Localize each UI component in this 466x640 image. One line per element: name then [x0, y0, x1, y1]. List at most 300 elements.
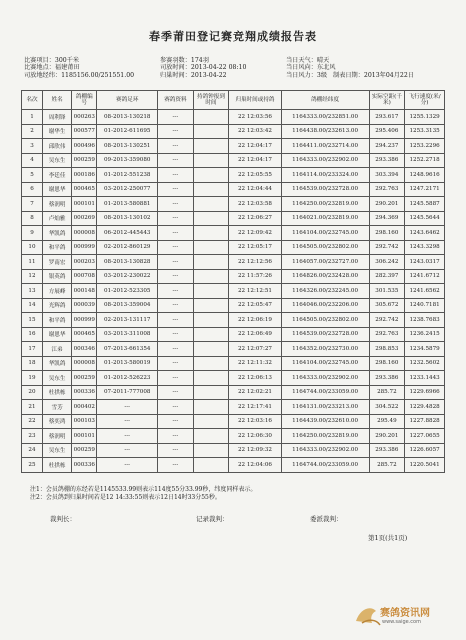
table-cell: 8 [22, 211, 43, 226]
table-cell: --- [158, 124, 194, 139]
table-cell: --- [158, 327, 194, 342]
table-row [22, 414, 445, 429]
table-cell: 22 12:04:06 [229, 458, 281, 473]
column-header: 姓名 [42, 91, 71, 110]
table-cell: 000148 [72, 284, 97, 299]
table-cell: 1164131.00/233213.00 [281, 400, 369, 415]
table-cell: 1238.7683 [405, 313, 445, 328]
table-row [22, 298, 445, 313]
committee-signature: 委派裁判： [310, 515, 343, 523]
table-cell-empty [193, 197, 229, 212]
table-cell: 13 [22, 284, 43, 299]
table-cell: 000402 [72, 400, 97, 415]
table-cell-empty [193, 327, 229, 342]
table-cell: 22 12:05:47 [229, 298, 281, 313]
table-cell: 1164539.00/232728.00 [281, 182, 369, 197]
table-cell: 1233.1443 [405, 371, 445, 386]
table-cell: 08-2013-130218 [97, 110, 158, 125]
table-cell: --- [97, 400, 158, 415]
table-cell: 000101 [72, 429, 97, 444]
table-row [22, 211, 445, 226]
table-cell: --- [97, 429, 158, 444]
table-row [22, 356, 445, 371]
table-row [22, 342, 445, 357]
table-cell: 卢灿雅 [42, 211, 71, 226]
table-cell: 293.617 [369, 110, 405, 125]
table-cell: 01-2012-526223 [97, 371, 158, 386]
table-cell: 1255.1329 [405, 110, 445, 125]
table-cell: 285.72 [369, 385, 405, 400]
table-cell-empty [193, 269, 229, 284]
table-cell: 03-2012-230022 [97, 269, 158, 284]
table-cell: 293.386 [369, 153, 405, 168]
table-cell: 07-2011-777008 [97, 385, 158, 400]
table-cell: 1253.3135 [405, 124, 445, 139]
table-cell: 1164250.00/232819.00 [281, 197, 369, 212]
table-cell-empty [193, 298, 229, 313]
table-cell: 22 12:05:17 [229, 240, 281, 255]
table-cell-empty [193, 443, 229, 458]
table-cell: 3 [22, 139, 43, 154]
table-cell: 06-2012-445443 [97, 226, 158, 241]
table-row [22, 182, 445, 197]
header-row [22, 91, 445, 110]
table-cell: 吴东生 [42, 153, 71, 168]
table-row [22, 139, 445, 154]
table-cell: 290.201 [369, 429, 405, 444]
watermark-name: 赛鸽资讯网 [380, 608, 430, 619]
table-cell: 306.242 [369, 255, 405, 270]
table-cell-empty [193, 226, 229, 241]
table-cell: --- [158, 342, 194, 357]
race-location: 比赛地点：福建莆田 [24, 64, 80, 72]
table-cell: 08-2013-130251 [97, 139, 158, 154]
table-cell: --- [158, 429, 194, 444]
table-cell: 1241.6562 [405, 284, 445, 299]
table-cell-empty [193, 400, 229, 415]
table-cell: 293.386 [369, 443, 405, 458]
table-cell: 1164250.00/232819.00 [281, 429, 369, 444]
table-row [22, 400, 445, 415]
table-cell: --- [97, 443, 158, 458]
table-cell-empty [193, 356, 229, 371]
table-cell-empty [193, 429, 229, 444]
table-cell: 292.742 [369, 240, 405, 255]
table-cell: 292.763 [369, 182, 405, 197]
table-cell: --- [158, 197, 194, 212]
table-cell: --- [158, 182, 194, 197]
table-cell: 000259 [72, 371, 97, 386]
table-cell: 罗南宏 [42, 255, 71, 270]
table-cell: 1164104.00/232745.00 [281, 226, 369, 241]
table-cell: --- [158, 400, 194, 415]
table-row [22, 269, 445, 284]
table-cell-empty [193, 385, 229, 400]
referee-signature: 裁判长： [50, 515, 76, 523]
table-row [22, 110, 445, 125]
table-cell: 01-2013-580019 [97, 356, 158, 371]
table-cell: 282.397 [369, 269, 405, 284]
table-cell-empty [193, 153, 229, 168]
table-cell: 000999 [72, 313, 97, 328]
table-cell: 000708 [72, 269, 97, 284]
table-cell: 292.763 [369, 327, 405, 342]
table-cell: 4 [22, 153, 43, 168]
table-cell-empty [193, 110, 229, 125]
table-cell: 6 [22, 182, 43, 197]
table-cell: --- [158, 356, 194, 371]
table-cell: 09-2013-359080 [97, 153, 158, 168]
table-cell-empty [193, 240, 229, 255]
table-cell: 谢华生 [42, 124, 71, 139]
table-cell: 江弟 [42, 342, 71, 357]
table-row [22, 124, 445, 139]
wind-direction: 当日风向：东北风 [286, 64, 336, 72]
table-cell: 303.394 [369, 168, 405, 183]
table-row [22, 458, 445, 473]
table-cell: 雪芳 [42, 400, 71, 415]
table-cell: 22 12:06:49 [229, 327, 281, 342]
table-cell: 光辉鸽 [42, 298, 71, 313]
table-cell: --- [158, 211, 194, 226]
table-cell: 1164744.00/233059.00 [281, 385, 369, 400]
table-cell: 03-2013-311008 [97, 327, 158, 342]
table-cell: 22 12:09:42 [229, 226, 281, 241]
table-row [22, 284, 445, 299]
table-cell: 23 [22, 429, 43, 444]
column-header: 鸽棚经纬度 [281, 91, 369, 110]
table-cell: --- [158, 371, 194, 386]
table-cell: 01-2013-580881 [97, 197, 158, 212]
table-cell: 1164352.00/232730.00 [281, 342, 369, 357]
race-project: 比赛项目：300千米 [24, 57, 80, 64]
table-cell: 22 12:17:41 [229, 400, 281, 415]
table-cell: 1253.2296 [405, 139, 445, 154]
table-row [22, 226, 445, 241]
table-cell: 21 [22, 400, 43, 415]
table-cell: 5 [22, 168, 43, 183]
table-row [22, 153, 445, 168]
table-cell: 22 12:02:21 [229, 385, 281, 400]
table-cell: 000259 [72, 153, 97, 168]
table-cell: 1164057.00/232727.00 [281, 255, 369, 270]
table-cell: 1252.2718 [405, 153, 445, 168]
table-cell: 298.160 [369, 226, 405, 241]
table-cell: 22 12:03:56 [229, 110, 281, 125]
table-cell: --- [158, 414, 194, 429]
table-cell: 000008 [72, 356, 97, 371]
watermark-url: www.saige.com [382, 619, 421, 625]
table-cell: 22 12:06:13 [229, 371, 281, 386]
table-cell: 22 12:12:56 [229, 255, 281, 270]
table-row [22, 240, 445, 255]
table-cell: 1245.5887 [405, 197, 445, 212]
table-cell: 22 12:04:17 [229, 139, 281, 154]
table-cell: 000101 [72, 197, 97, 212]
table-cell: 吴东生 [42, 371, 71, 386]
table-cell: 10 [22, 240, 43, 255]
table-cell: 19 [22, 371, 43, 386]
return-time: 归巢时间：2013-04-22 [160, 71, 227, 79]
column-header: 赛鸽足环 [97, 91, 158, 110]
table-cell: 12 [22, 269, 43, 284]
table-cell: 1164539.00/232728.00 [281, 327, 369, 342]
table-row [22, 197, 445, 212]
table-cell: 1164333.00/232902.00 [281, 153, 369, 168]
table-cell: 2 [22, 124, 43, 139]
table-cell: 01-2012-523305 [97, 284, 158, 299]
column-header: 持鸽钟报到时间 [193, 91, 229, 110]
table-row [22, 255, 445, 270]
table-cell: --- [158, 226, 194, 241]
table-cell: 1164505.00/232802.00 [281, 313, 369, 328]
column-header: 鸽棚编号 [72, 91, 97, 110]
info-middle [160, 57, 246, 79]
column-header: 名次 [22, 91, 43, 110]
table-cell: 22 12:12:51 [229, 284, 281, 299]
table-cell: 谢恩华 [42, 327, 71, 342]
table-cell: 25 [22, 458, 43, 473]
table-cell-empty [193, 168, 229, 183]
report-title: 春季莆田登记赛竞翔成绩报告表 [149, 30, 317, 43]
table-cell: 吴东生 [42, 443, 71, 458]
table-cell: 华凯鸽 [42, 226, 71, 241]
table-cell: 01-2012-611695 [97, 124, 158, 139]
table-cell: 22 12:07:27 [229, 342, 281, 357]
release-time: 司放时间：2013-04-22 08:10 [160, 64, 247, 72]
table-cell: 07-2013-661354 [97, 342, 158, 357]
table-cell: 22 12:05:55 [229, 168, 281, 183]
table-cell: --- [158, 139, 194, 154]
table-cell: 7 [22, 197, 43, 212]
table-cell: 285.72 [369, 458, 405, 473]
table-cell: 1164333.00/232902.00 [281, 371, 369, 386]
table-cell: 1227.8828 [405, 414, 445, 429]
recorder-signature: 记录裁判： [196, 515, 229, 523]
table-cell: 294.237 [369, 139, 405, 154]
table-cell: --- [158, 110, 194, 125]
table-cell: 1164021.00/232819.00 [281, 211, 369, 226]
table-cell: 000186 [72, 168, 97, 183]
table-cell-empty [193, 414, 229, 429]
table-cell: 000039 [72, 298, 97, 313]
table-cell: 1164104.00/232745.00 [281, 356, 369, 371]
table-cell-empty [193, 124, 229, 139]
table-cell: 华凯鸽 [42, 356, 71, 371]
table-cell: 1164744.00/233059.00 [281, 458, 369, 473]
table-cell: 1229.6966 [405, 385, 445, 400]
table-cell: 李廷佳 [42, 168, 71, 183]
table-cell: 304.522 [369, 400, 405, 415]
table-cell: 杜拱栋 [42, 385, 71, 400]
table-cell-empty [193, 211, 229, 226]
table-cell: 22 12:04:44 [229, 182, 281, 197]
table-cell: 22 12:03:58 [229, 197, 281, 212]
table-header [22, 91, 445, 110]
table-cell: 1243.0317 [405, 255, 445, 270]
note-2: 注2：会员鸽到归巢时间若是12 14:33:55则表示12日14时33分55秒。 [30, 494, 221, 501]
table-cell: --- [158, 255, 194, 270]
table-row [22, 443, 445, 458]
table-cell: 方展峰 [42, 284, 71, 299]
table-cell: 000496 [72, 139, 97, 154]
table-cell: 000577 [72, 124, 97, 139]
table-cell: 000999 [72, 240, 97, 255]
table-cell: 02-2013-131117 [97, 313, 158, 328]
table-row [22, 327, 445, 342]
table-cell: --- [158, 385, 194, 400]
table-cell: 08-2013-359004 [97, 298, 158, 313]
table-cell-empty [193, 139, 229, 154]
table-cell-empty [193, 182, 229, 197]
table-cell: 03-2012-250077 [97, 182, 158, 197]
table-cell: 1164826.00/232428.00 [281, 269, 369, 284]
table-cell: 290.201 [369, 197, 405, 212]
table-cell: 301.535 [369, 284, 405, 299]
table-cell: 1245.5644 [405, 211, 445, 226]
table-cell: 292.742 [369, 313, 405, 328]
page-number: 第1页(共1页) [368, 534, 408, 542]
table-cell: 000103 [72, 414, 97, 429]
table-row [22, 371, 445, 386]
table-cell: 01-2012-551238 [97, 168, 158, 183]
table-cell: 000269 [72, 211, 97, 226]
column-header: 归巢时间或持鸽 [229, 91, 281, 110]
table-cell: 305.672 [369, 298, 405, 313]
table-cell: 周利锋 [42, 110, 71, 125]
table-cell: 22 12:06:19 [229, 313, 281, 328]
table-cell: 000465 [72, 182, 97, 197]
table-cell: 蔡润明 [42, 197, 71, 212]
table-cell: 15 [22, 313, 43, 328]
table-cell: 1164438.00/232613.00 [281, 124, 369, 139]
table-cell: 1229.4828 [405, 400, 445, 415]
table-cell: --- [158, 298, 194, 313]
table-cell: 298.160 [369, 356, 405, 371]
table-cell: 000465 [72, 327, 97, 342]
table-cell: 08-2013-130828 [97, 255, 158, 270]
table-cell: 22 11:57:26 [229, 269, 281, 284]
table-cell: 000203 [72, 255, 97, 270]
table-cell: 1247.2171 [405, 182, 445, 197]
table-cell: 银英鸽 [42, 269, 71, 284]
table-cell: 1232.5602 [405, 356, 445, 371]
table-cell: 16 [22, 327, 43, 342]
column-header: 实际空距(千米) [369, 91, 405, 110]
table-cell: 1243.3298 [405, 240, 445, 255]
table-cell: --- [158, 269, 194, 284]
table-cell: 298.853 [369, 342, 405, 357]
table-cell: 17 [22, 342, 43, 357]
table-cell-empty [193, 255, 229, 270]
table-cell: 02-2012-860129 [97, 240, 158, 255]
table-cell: 和平鸽 [42, 313, 71, 328]
table-cell: --- [158, 240, 194, 255]
table-cell: --- [158, 168, 194, 183]
release-coordinates: 司放地经纬：1185156.00/251551.00 [24, 71, 135, 79]
note-1: 注1：会员鸽棚的东经若是1145533.99则表示114度55分33.99秒，纬度同样表示。 [30, 486, 257, 493]
table-cell: 1241.6712 [405, 269, 445, 284]
table-row [22, 168, 445, 183]
table-cell: 1236.2415 [405, 327, 445, 342]
table-cell: 000346 [72, 342, 97, 357]
table-cell: 1226.6057 [405, 443, 445, 458]
column-header: 飞行速度(米/分) [405, 91, 445, 110]
table-cell-empty [193, 342, 229, 357]
table-cell: --- [97, 458, 158, 473]
table-cell: 22 12:06:27 [229, 211, 281, 226]
column-header: 赛鸽资料 [158, 91, 194, 110]
table-cell: 22 12:06:30 [229, 429, 281, 444]
table-cell: 22 12:11:32 [229, 356, 281, 371]
table-cell: 1227.0655 [405, 429, 445, 444]
table-cell: --- [158, 458, 194, 473]
table-cell: 000008 [72, 226, 97, 241]
table-cell: 08-2013-130102 [97, 211, 158, 226]
table-cell: 18 [22, 356, 43, 371]
table-cell: 杜拱栋 [42, 458, 71, 473]
table-cell: 22 [22, 414, 43, 429]
table-row [22, 429, 445, 444]
table-cell: 1164439.00/232610.00 [281, 414, 369, 429]
table-cell: 14 [22, 298, 43, 313]
table-cell: 22 12:04:17 [229, 153, 281, 168]
table-cell: 1164114.00/233324.00 [281, 168, 369, 183]
table-cell: 1248.9616 [405, 168, 445, 183]
table-cell: 1164505.00/232802.00 [281, 240, 369, 255]
table-body [22, 110, 445, 473]
table-cell: 22 12:03:42 [229, 124, 281, 139]
table-cell: --- [158, 153, 194, 168]
info-left [24, 57, 134, 79]
table-cell: --- [158, 313, 194, 328]
table-cell: 24 [22, 443, 43, 458]
table-cell: 1164326.00/232245.00 [281, 284, 369, 299]
table-cell: 蔡奕鸿 [42, 414, 71, 429]
table-cell-empty [193, 313, 229, 328]
table-cell: 295.406 [369, 124, 405, 139]
weather: 当日天气：晴天 [286, 57, 330, 64]
wind-force-and-date [286, 72, 414, 79]
table-cell: 1243.6462 [405, 226, 445, 241]
table-cell: 295.49 [369, 414, 405, 429]
table-cell-empty [193, 371, 229, 386]
table-cell: 11 [22, 255, 43, 270]
table-cell: --- [97, 414, 158, 429]
table-cell-empty [193, 458, 229, 473]
table-cell: 1 [22, 110, 43, 125]
results-table [21, 90, 445, 473]
table-cell: 1164411.00/232714.00 [281, 139, 369, 154]
table-cell: --- [158, 443, 194, 458]
table-cell: 22 12:03:16 [229, 414, 281, 429]
table-cell: 000336 [72, 385, 97, 400]
table-cell: 1164333.00/232851.00 [281, 110, 369, 125]
table-cell: 20 [22, 385, 43, 400]
table-cell: 1164046.00/232206.00 [281, 298, 369, 313]
table-cell: 1164333.00/232902.00 [281, 443, 369, 458]
table-cell: --- [158, 284, 194, 299]
footnotes [30, 486, 256, 502]
entry-count: 参赛羽数：174羽 [160, 57, 209, 64]
table-row [22, 385, 445, 400]
table-row [22, 313, 445, 328]
table-cell: 1240.7181 [405, 298, 445, 313]
table-cell: 000336 [72, 458, 97, 473]
table-cell: 9 [22, 226, 43, 241]
info-right [286, 57, 414, 79]
wind-force: 当日风力：3级 [286, 71, 328, 79]
